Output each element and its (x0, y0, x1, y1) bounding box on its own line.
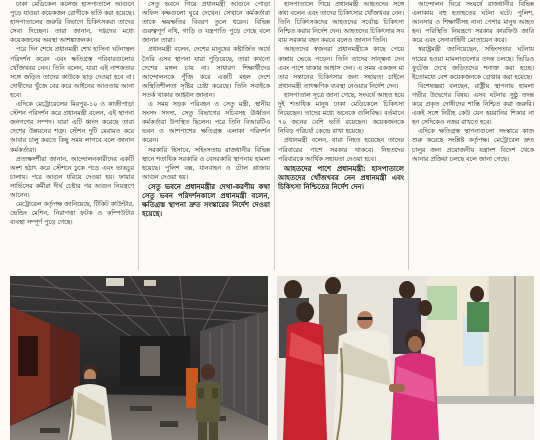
paragraph: সেতু ভবনে গিয়ে প্রধানমন্ত্রী আগুনে পোড়া অফিস কক্ষগুলো ঘুরে দেখেন। সেখানে কর্মকর্তারা তাকে ক্ষয়ক্ষতির বিবরণ তুলে ধরেন। বিভিন্ন গুরুত্বপূর্ণ নথি, গাড়ি ও যন্ত্রপাতি পুড়ে গেছে বলে জানান তারা। (142, 1, 270, 45)
paragraph: মেট্রোরেল কর্তৃপক্ষ জানিয়েছে, টিকিট কাউন্টার, ভেন্ডিং মেশিন, নিরাপত্তা ফটক ও কম্পিউটার ব্যবস্থা সম্পূর্ণ পুড়ে গেছে। (10, 201, 134, 227)
paragraph: এদিকে মেট্রোরেলের মিরপুর-১০ ও কাজীপাড়া স্টেশন পরিদর্শন করে প্রধানমন্ত্রী বলেন, এই স্থাপনা জনগণের সম্পদ। যারা এটি ধ্বংস করেছে তারা দেশের উন্নয়নের শত্রু। স্টেশন দুটি মেরামত করে আবার চালু করতে কিছু সময় লাগবে বলে জানান কর্মকর্তারা। (10, 101, 134, 154)
paragraph: প্রধানমন্ত্রী বলেন, দেশের মানুষের কষ্টার্জিত অর্থে তৈরি এসব স্থাপনা যারা পুড়িয়েছে, তারা কখনো দেশের মঙ্গল চায় না। সাধারণ শিক্ষার্থীদের আন্দোলনকে পুঁজি করে একটি মহল দেশে অস্থিতিশীলতা সৃষ্টির চেষ্টা করেছে। তিনি সবাইকে সতর্ক থাকার আহ্বান জানান। (142, 46, 270, 99)
column-rule (138, 0, 139, 270)
subhead (142, 182, 270, 218)
paragraph: হাসপাতালে গিয়ে প্রধানমন্ত্রী আহতদের সঙ্গে কথা বলেন এবং তাদের চিকিৎসার খোঁজখবর নেন। তিনি চিকিৎসকদের আহতদের সর্বোচ্চ চিকিৎসা নিশ্চিত করার নির্দেশ দেন। আহতদের চিকিৎসার সব ব্যয় সরকার বহন করবে বলেও জানান তিনি। (278, 1, 404, 45)
subhead-bold: আহতদের পাশে প্রধানমন্ত্রী: (284, 163, 366, 173)
subhead (278, 164, 404, 191)
subhead-text: হাসপাতালে আহতদের খোঁজখবর নেন প্রধানমন্ত্রী এবং চিকিৎসা নিশ্চিতের নির্দেশ দেন। (278, 163, 404, 191)
paragraph: এদিকে ক্ষতিগ্রস্ত স্থাপনাগুলো সংস্কারে কাজ শুরু করেছে সংশ্লিষ্ট কর্তৃপক্ষ। মেট্রোরেল দ্রুত চালুর জন্য প্রয়োজনীয় যন্ত্রাংশ বিদেশ থেকে আনার প্রক্রিয়া চলছে বলে জানা গেছে। (412, 128, 534, 163)
subhead-bold: সেতু ভবনে প্রধানমন্ত্রীর দেখা-করণীয় কথা (148, 181, 270, 191)
paragraph: পরে দিন শেষে প্রধানমন্ত্রী শেখ হাসিনা ঘটনাস্থল পরিদর্শন করেন এবং ক্ষতিগ্রস্ত পরিবারগুলোর খোঁজখবর নেন। তিনি বলেন, যারা এই নাশকতার সঙ্গে জড়িত তাদের কাউকে ছাড় দেওয়া হবে না। দোষীদের খুঁজে বের করে আইনের আওতায় আনা হবে। (10, 46, 134, 99)
photo-burned-station (10, 276, 268, 440)
paragraph: স্বরাষ্ট্রমন্ত্রী জানিয়েছেন, সহিংসতার ঘটনায় দায়ের হওয়া মামলাগুলোর তদন্ত চলছে। ভিডিও ফুটেজ দেখে জড়িতদের শনাক্ত করা হচ্ছে। ইতোমধ্যে বেশ কয়েকজনকে গ্রেপ্তার করা হয়েছে। (412, 46, 534, 81)
paragraph: হাসপাতাল সূত্রে জানা গেছে, সংঘর্ষে আহত হয়ে দুই শতাধিক মানুষ ঢাকা মেডিকেলে চিকিৎসা নিয়েছেন। তাদের মধ্যে অনেকে গুলিবিদ্ধ। বর্তমানে ৭০ জনের বেশি ভর্তি রয়েছেন। কয়েকজনকে নিবিড় পরিচর্যা কেন্দ্রে রাখা হয়েছে। (278, 91, 404, 136)
column-rule (274, 0, 275, 270)
paragraph: এ সময় সড়ক পরিবহন ও সেতু মন্ত্রী, স্থানীয় সংসদ সদস্য, সেতু বিভাগের সচিবসহ ঊর্ধ্বতন কর্মকর্তারা উপস্থিত ছিলেন। পরে তিনি বিআরটিএ ভবন ও আশপাশের ক্ষতিগ্রস্ত এলাকা পরিদর্শন করেন। (142, 101, 270, 145)
paragraph: আন্দোলন ঘিরে সংঘর্ষে রাজধানীর বিভিন্ন এলাকায় বহু হতাহতের ঘটনা ঘটে। পুলিশ, আনসার ও শিক্ষার্থীসহ নানা পেশার মানুষ আহত হন। পরিস্থিতি নিয়ন্ত্রণে সরকার কারফিউ জারি করে এবং সেনাবাহিনী মোতায়েন করে। (412, 1, 534, 45)
paragraph: প্রধানমন্ত্রী বলেন, যারা নিহত হয়েছেন তাদের পরিবারের পাশে সরকার থাকবে। নিহতদের পরিবারকে আর্থিক সহায়তা দেওয়া হবে। (278, 137, 404, 163)
article-column-4 (412, 0, 534, 268)
article-column-3 (278, 0, 404, 268)
subhead-text: সেতু ভবন পরিদর্শনকালে প্রধানমন্ত্রী বলেন, ক্ষতিগ্রস্ত স্থাপনা দ্রুত সংস্কারের নির্দেশ দেওয়া হয়েছে। (142, 190, 270, 218)
article-column-2 (142, 0, 270, 268)
paragraph: প্রত্যক্ষদর্শীরা জানান, আন্দোলনকারীদের একটি অংশ হঠাৎ করে স্টেশনে ঢুকে পড়ে এবং ভাঙচুর চালায়। পরে আগুন ধরিয়ে দেওয়া হয়। ফায়ার সার্ভিসের কর্মীরা দীর্ঘ চেষ্টার পর আগুন নিয়ন্ত্রণে আনেন। (10, 155, 134, 199)
paragraph: বিশেষজ্ঞরা বলছেন, রাষ্ট্রীয় স্থাপনায় হামলা গভীর উদ্বেগের বিষয়। এসব ঘটনার সুষ্ঠু তদন্ত করে প্রকৃত দোষীদের শাস্তি নিশ্চিত করা জরুরি। একই সঙ্গে নিরীহ কেউ যেন হয়রানির শিকার না হন সেদিকেও নজর রাখতে হবে। (412, 82, 534, 127)
column-rule (408, 0, 409, 270)
paragraph: সরকারি হিসাবে, সহিংসতায় রাজধানীর বিভিন্ন স্থানে শতাধিক সরকারি ও বেসরকারি স্থাপনায় হামলা হয়েছে। পুলিশ বক্স, যানবাহন ও টোল প্লাজায় আগুন দেওয়া হয়। (142, 146, 270, 181)
paragraph: ঢাকা মেডিকেল কলেজ হাসপাতালে আগুনে পুড়ে যাওয়া কয়েকজন রোগীকে ভর্তি করা হয়েছে। হাসপাতালের জরুরি বিভাগে চিকিৎসকরা তাদের সেবা দিচ্ছেন। তারা জানান, দগ্ধদের মধ্যে কয়েকজনের অবস্থা আশঙ্কাজনক। (10, 1, 134, 45)
photo-hospital-visit (277, 276, 534, 440)
article-column-1 (10, 0, 134, 268)
paragraph: আহতদের স্বজনরা প্রধানমন্ত্রীকে কাছে পেয়ে কান্নায় ভেঙে পড়েন। তিনি তাদের সান্ত্বনা দেন এবং পাশে থাকার আশ্বাস দেন। এ সময় একজন মা তার সন্তানের চিকিৎসার জন্য সহায়তা চাইলে প্রধানমন্ত্রী তাৎক্ষণিক ব্যবস্থা নেওয়ার নির্দেশ দেন। (278, 46, 404, 90)
